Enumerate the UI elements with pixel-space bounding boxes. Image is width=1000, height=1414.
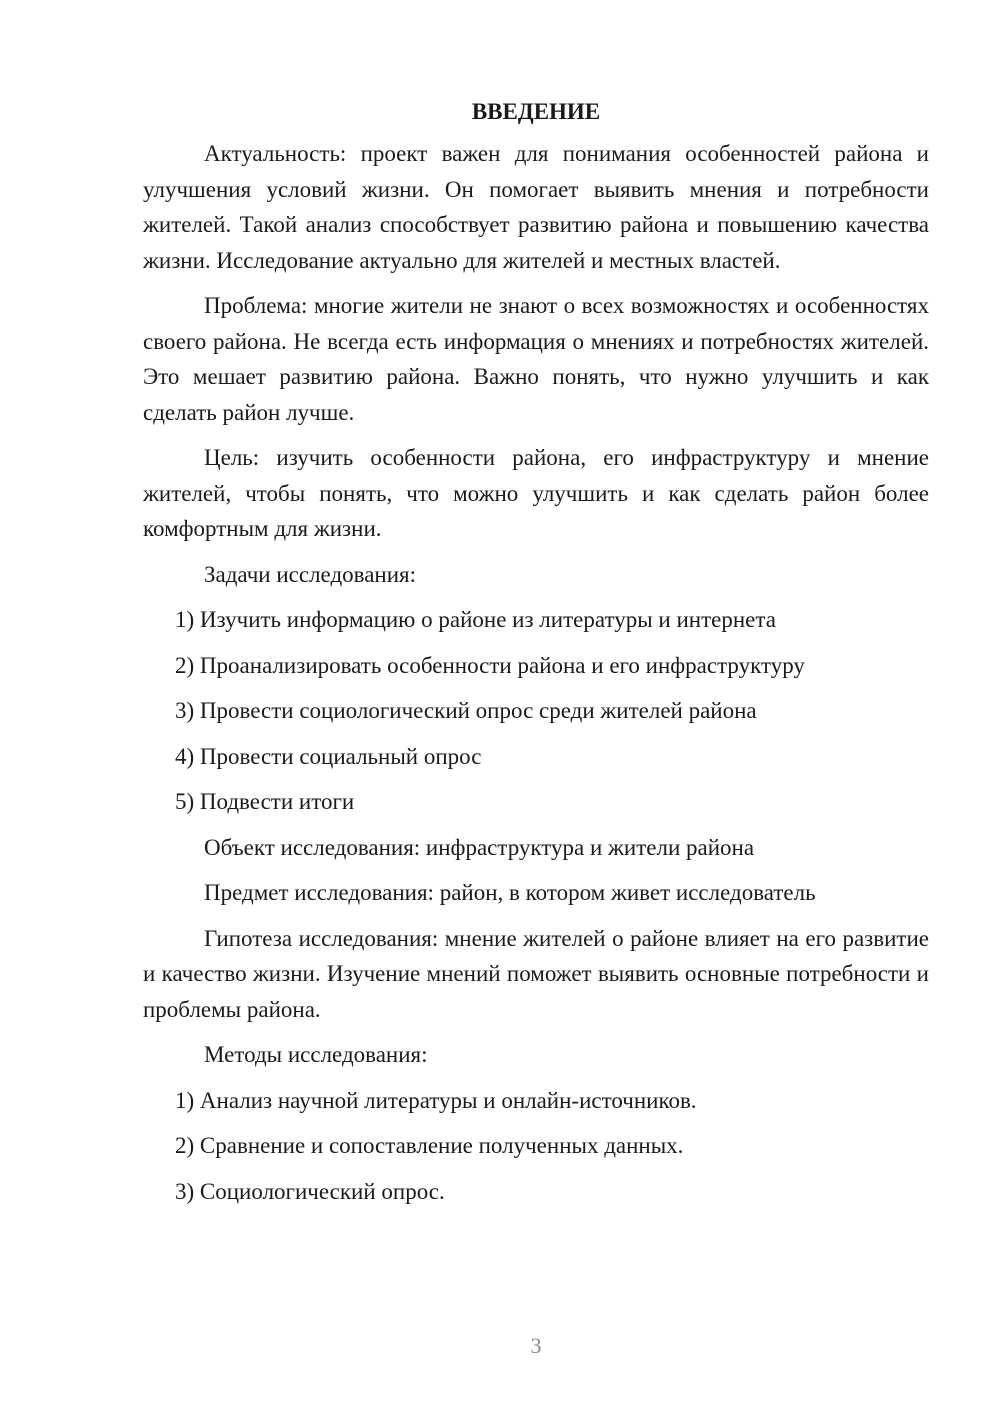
- task-item: 3) Провести социологический опрос среди жителей района: [175, 698, 757, 723]
- relevance-paragraph: Актуальность: проект важен для понимания особенностей района и улучшения условий жизни. Он помогает выявить мнения и потребности жителей. Такой анализ способствует развитию района и повышению качества жизни. Исследование актуально для жителей и местных властей.: [143, 141, 929, 273]
- subject-line: Предмет исследования: район, в котором живет исследователь: [204, 880, 816, 905]
- task-item: 2) Проанализировать особенности района и его инфраструктуру: [175, 652, 805, 678]
- method-item: 2) Сравнение и сопоставление полученных данных.: [175, 1133, 684, 1158]
- tasks-heading: Задачи исследования:: [204, 561, 417, 587]
- problem-paragraph: Проблема: многие жители не знают о всех возможностях и особенностях своего района. Не всегда есть информация о мнениях и потребностях жителей. Это мешает развитию района. Важно понять, что нужно улучшить и как сделать район лучше.: [143, 293, 929, 425]
- object-line: Объект исследования: инфраструктура и жители района: [204, 834, 755, 860]
- task-item: 5) Подвести итоги: [175, 789, 355, 814]
- method-item: 1) Анализ научной литературы и онлайн-источников.: [175, 1087, 697, 1113]
- section-title: ВВЕДЕНИЕ: [471, 99, 601, 124]
- task-item: 4) Провести социальный опрос: [175, 743, 482, 769]
- method-item: 3) Социологический опрос.: [175, 1178, 445, 1204]
- methods-heading: Методы исследования:: [204, 1042, 428, 1067]
- task-item: 1) Изучить информацию о районе из литературы и интернета: [175, 607, 776, 632]
- goal-paragraph: Цель: изучить особенности района, его инфраструктуру и мнение жителей, чтобы понять, что можно улучшить и как сделать район более комфортным для жизни.: [143, 445, 929, 541]
- hypothesis-paragraph: Гипотеза исследования: мнение жителей о районе влияет на его развитие и качество жизни. Изучение мнений поможет выявить основные потребности и проблемы района.: [143, 925, 929, 1022]
- methods-list: [143, 1083, 929, 1210]
- page-number: 3: [530, 1333, 542, 1358]
- tasks-list: [143, 602, 929, 820]
- page-content: [143, 96, 929, 1219]
